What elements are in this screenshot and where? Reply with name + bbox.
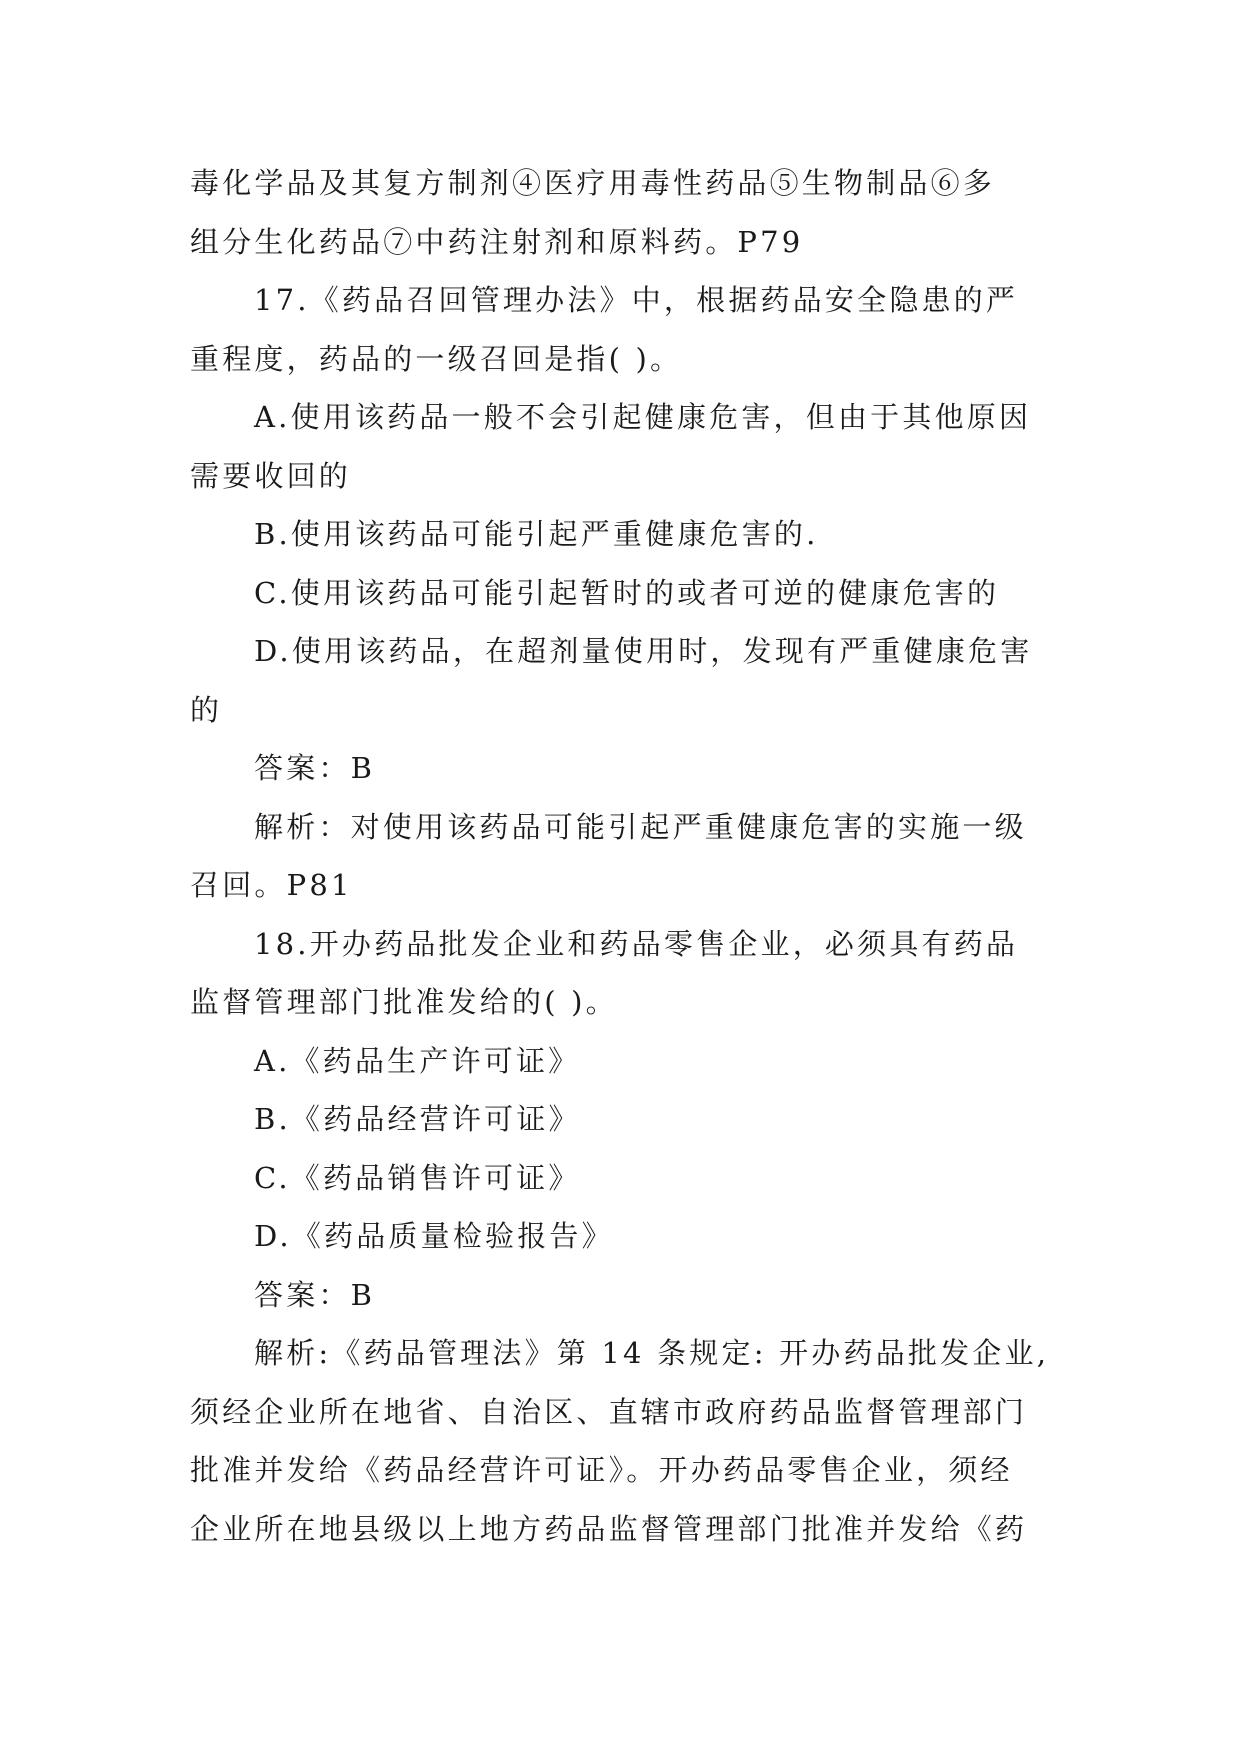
question-17-option-b: [190, 505, 1058, 564]
paragraph-continuation: [190, 154, 1058, 271]
question-17-answer: [190, 739, 1058, 798]
question-18-option-c: [190, 1149, 1058, 1208]
option-text-line: 的: [190, 692, 223, 727]
question-text-line: 监督管理部门批准发给的( )。: [190, 985, 618, 1019]
question-18-option-a: [190, 1032, 1058, 1091]
question-text-line: 18.开办药品批发企业和药品零售企业，必须具有药品: [254, 926, 1019, 961]
text-line: 毒化学品及其复方制剂④医疗用毒性药品⑤生物制品⑥多: [190, 166, 996, 200]
question-text-line: 重程度，药品的一级召回是指( )。: [190, 341, 683, 376]
document-page: [190, 154, 1058, 1558]
option-text-line: C.使用该药品可能引起暂时的或者可逆的健康危害的: [254, 575, 1000, 610]
question-text-line: 17.《药品召回管理办法》中，根据药品安全隐患的严: [254, 283, 1019, 317]
option-text-line: A.使用该药品一般不会引起健康危害，但由于其他原因: [254, 400, 1032, 434]
question-17-option-a: [190, 388, 1058, 505]
text-line: 组分生化药品⑦中药注射剂和原料药。P79: [190, 224, 804, 259]
question-17-analysis: [190, 798, 1058, 915]
question-18-answer: [190, 1266, 1058, 1325]
option-text-line: B.使用该药品可能引起严重健康危害的.: [254, 517, 819, 551]
question-18-analysis: [190, 1324, 1058, 1558]
option-text-line: B.《药品经营许可证》: [254, 1102, 581, 1136]
analysis-text-line: 批准并发给《药品经营许可证》。开办药品零售企业，须经: [190, 1453, 1013, 1487]
option-text-line: D.使用该药品，在超剂量使用时，发现有严重健康危害: [254, 634, 1033, 668]
question-18-option-d: [190, 1207, 1058, 1266]
option-text-line: 需要收回的: [190, 458, 352, 493]
question-18: [190, 915, 1058, 1032]
answer-text-line: 答案：B: [254, 751, 376, 785]
option-text-line: C.《药品销售许可证》: [254, 1160, 581, 1195]
analysis-text-line: 企业所在地县级以上地方药品监督管理部门批准并发给《药: [190, 1511, 1028, 1546]
question-17-option-c: [190, 564, 1058, 623]
option-text-line: A.《药品生产许可证》: [254, 1043, 581, 1078]
analysis-text-line: 解析:《药品管理法》第 14 条规定: 开办药品批发企业,: [254, 1336, 1050, 1370]
question-17: [190, 271, 1058, 388]
analysis-text-line: 召回。P81: [190, 868, 353, 902]
analysis-text-line: 须经企业所在地省、自治区、直辖市政府药品监督管理部门: [190, 1394, 1028, 1429]
option-text-line: D.《药品质量检验报告》: [254, 1219, 614, 1253]
question-18-option-b: [190, 1090, 1058, 1149]
question-17-option-d: [190, 622, 1058, 739]
analysis-text-line: 解析：对使用该药品可能引起严重健康危害的实施一级: [254, 809, 1027, 844]
answer-text-line: 答案：B: [254, 1277, 376, 1312]
